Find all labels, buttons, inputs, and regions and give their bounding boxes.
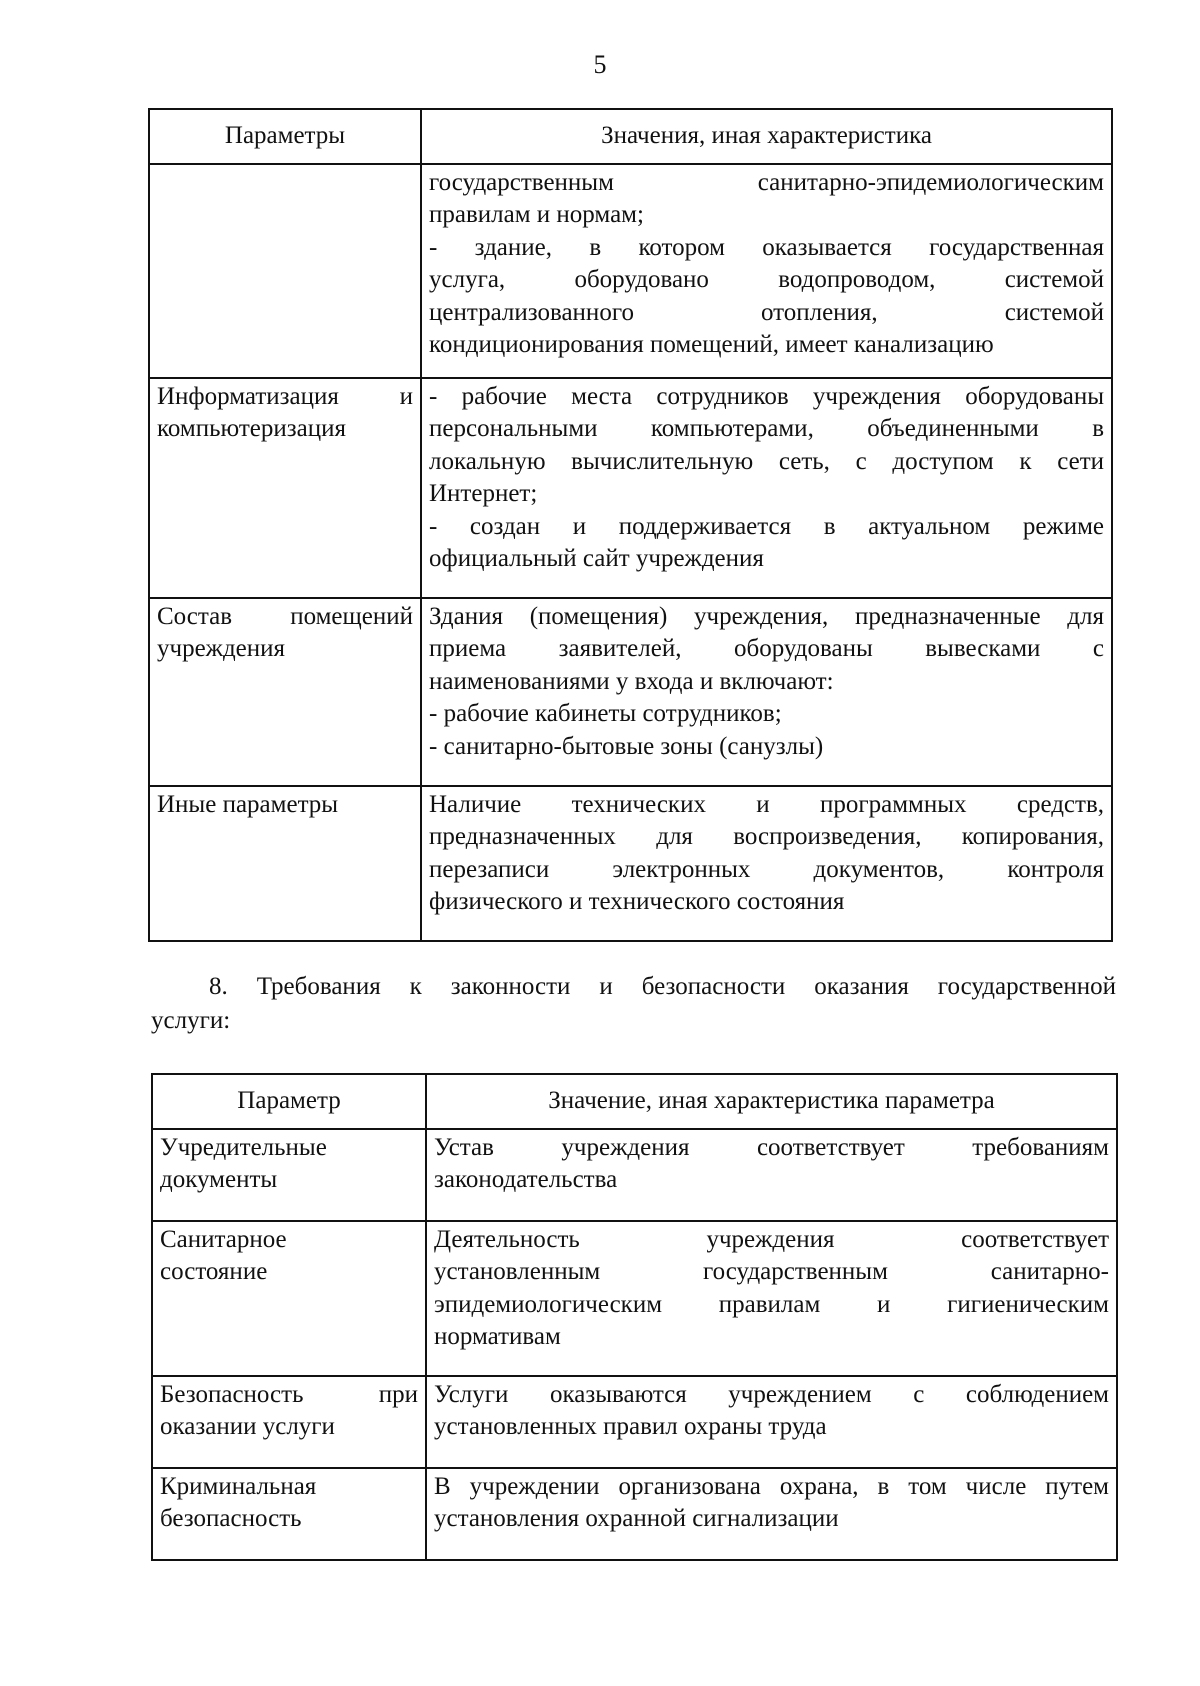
value-cell — [426, 1376, 1117, 1468]
value-line: правилам и нормам; — [429, 201, 644, 228]
param-line: компьютеризация — [157, 415, 346, 442]
param-line: Криминальная — [160, 1472, 317, 1500]
table-row — [152, 1129, 1117, 1221]
page-number: 5 — [593, 50, 607, 79]
param-line: состояние — [160, 1258, 268, 1285]
table-row — [149, 164, 1112, 378]
table-row — [149, 378, 1112, 598]
value-line: Услуги оказываются учреждением с соблюдением — [434, 1380, 1109, 1408]
value-line: законодательства — [434, 1166, 618, 1193]
service-conditions-table — [148, 108, 1113, 942]
header-value: Значение, иная характеристика параметра — [426, 1074, 1117, 1129]
value-line: - рабочие места сотрудников учреждения оборудованы — [429, 382, 1104, 410]
value-cell — [421, 164, 1112, 378]
param-line: оказании услуги — [160, 1413, 335, 1440]
param-cell — [149, 786, 421, 941]
param-line: Состав помещений — [157, 602, 413, 630]
value-line: перезаписи электронных документов, контроля — [429, 855, 1104, 883]
header-parameter: Параметр — [152, 1074, 426, 1129]
value-cell — [426, 1129, 1117, 1221]
value-line: наименованиями у входа и включают: — [429, 667, 834, 695]
section-heading-line: 8. Требования к законности и безопасности оказания государственной — [209, 973, 1116, 1000]
value-cell — [421, 786, 1112, 941]
value-cell — [426, 1468, 1117, 1560]
table-row — [149, 598, 1112, 786]
table-row — [152, 1468, 1117, 1560]
param-cell — [152, 1468, 426, 1560]
header-parameters: Параметры — [149, 109, 421, 164]
param-line: Учредительные — [160, 1133, 327, 1161]
param-line: учреждения — [157, 635, 286, 662]
value-line: приема заявителей, оборудованы вывесками с — [429, 635, 1104, 662]
value-line: установленным государственным санитарно- — [434, 1258, 1109, 1285]
value-line: Устав учреждения соответствует требованиям — [434, 1133, 1109, 1161]
value-cell — [421, 598, 1112, 786]
value-line: государственным санитарно-эпидемиологическим — [429, 168, 1104, 196]
value-line: локальную вычислительную сеть, с доступом к сети — [429, 447, 1104, 475]
value-line: эпидемиологическим правилам и гигиеническим — [434, 1290, 1109, 1318]
value-line: Наличие технических и программных средств, — [429, 790, 1104, 818]
value-cell — [426, 1221, 1117, 1376]
param-cell — [152, 1221, 426, 1376]
value-line: Деятельность учреждения соответствует — [434, 1225, 1109, 1253]
legality-safety-table — [151, 1073, 1118, 1561]
value-line: - здание, в котором оказывается государственная — [429, 233, 1104, 261]
param-cell — [149, 378, 421, 598]
table-row — [149, 786, 1112, 941]
value-line: - создан и поддерживается в актуальном режиме — [429, 512, 1104, 540]
value-line: - санитарно-бытовые зоны (санузлы) — [429, 732, 824, 760]
value-line: Интернет; — [429, 480, 538, 507]
table-header-row — [149, 109, 1112, 164]
value-cell — [421, 378, 1112, 598]
param-line: безопасность — [160, 1505, 302, 1532]
value-line: установленных правил охраны труда — [434, 1413, 827, 1440]
value-line: - рабочие кабинеты сотрудников; — [429, 700, 782, 727]
param-cell — [149, 598, 421, 786]
section-heading-line: услуги: — [151, 1007, 231, 1034]
value-line: услуга, оборудовано водопроводом, системой — [429, 266, 1104, 293]
value-line: кондиционирования помещений, имеет канализацию — [429, 331, 994, 358]
param-cell — [149, 164, 421, 378]
param-line: Санитарное — [160, 1225, 287, 1253]
value-line: В учреждении организована охрана, в том числе путем — [434, 1472, 1109, 1500]
value-line: персональными компьютерами, объединенными в — [429, 415, 1104, 442]
value-line: установления охранной сигнализации — [434, 1505, 839, 1532]
table-header-row — [152, 1074, 1117, 1129]
table-row — [152, 1376, 1117, 1468]
value-line: официальный сайт учреждения — [429, 545, 764, 572]
param-cell — [152, 1376, 426, 1468]
value-line: предназначенных для воспроизведения, копирования, — [429, 823, 1104, 850]
param-line: Безопасность при — [160, 1380, 418, 1408]
section-heading — [151, 970, 1116, 1038]
param-line: Информатизация и — [157, 382, 413, 410]
value-line: Здания (помещения) учреждения, предназначенные для — [429, 602, 1104, 630]
param-line: Иные параметры — [157, 790, 339, 818]
table-row — [152, 1221, 1117, 1376]
header-values: Значения, иная характеристика — [421, 109, 1112, 164]
value-line: нормативам — [434, 1323, 561, 1350]
value-line: централизованного отопления, системой — [429, 298, 1104, 326]
value-line: физического и технического состояния — [429, 888, 845, 915]
param-line: документы — [160, 1166, 278, 1193]
param-cell — [152, 1129, 426, 1221]
